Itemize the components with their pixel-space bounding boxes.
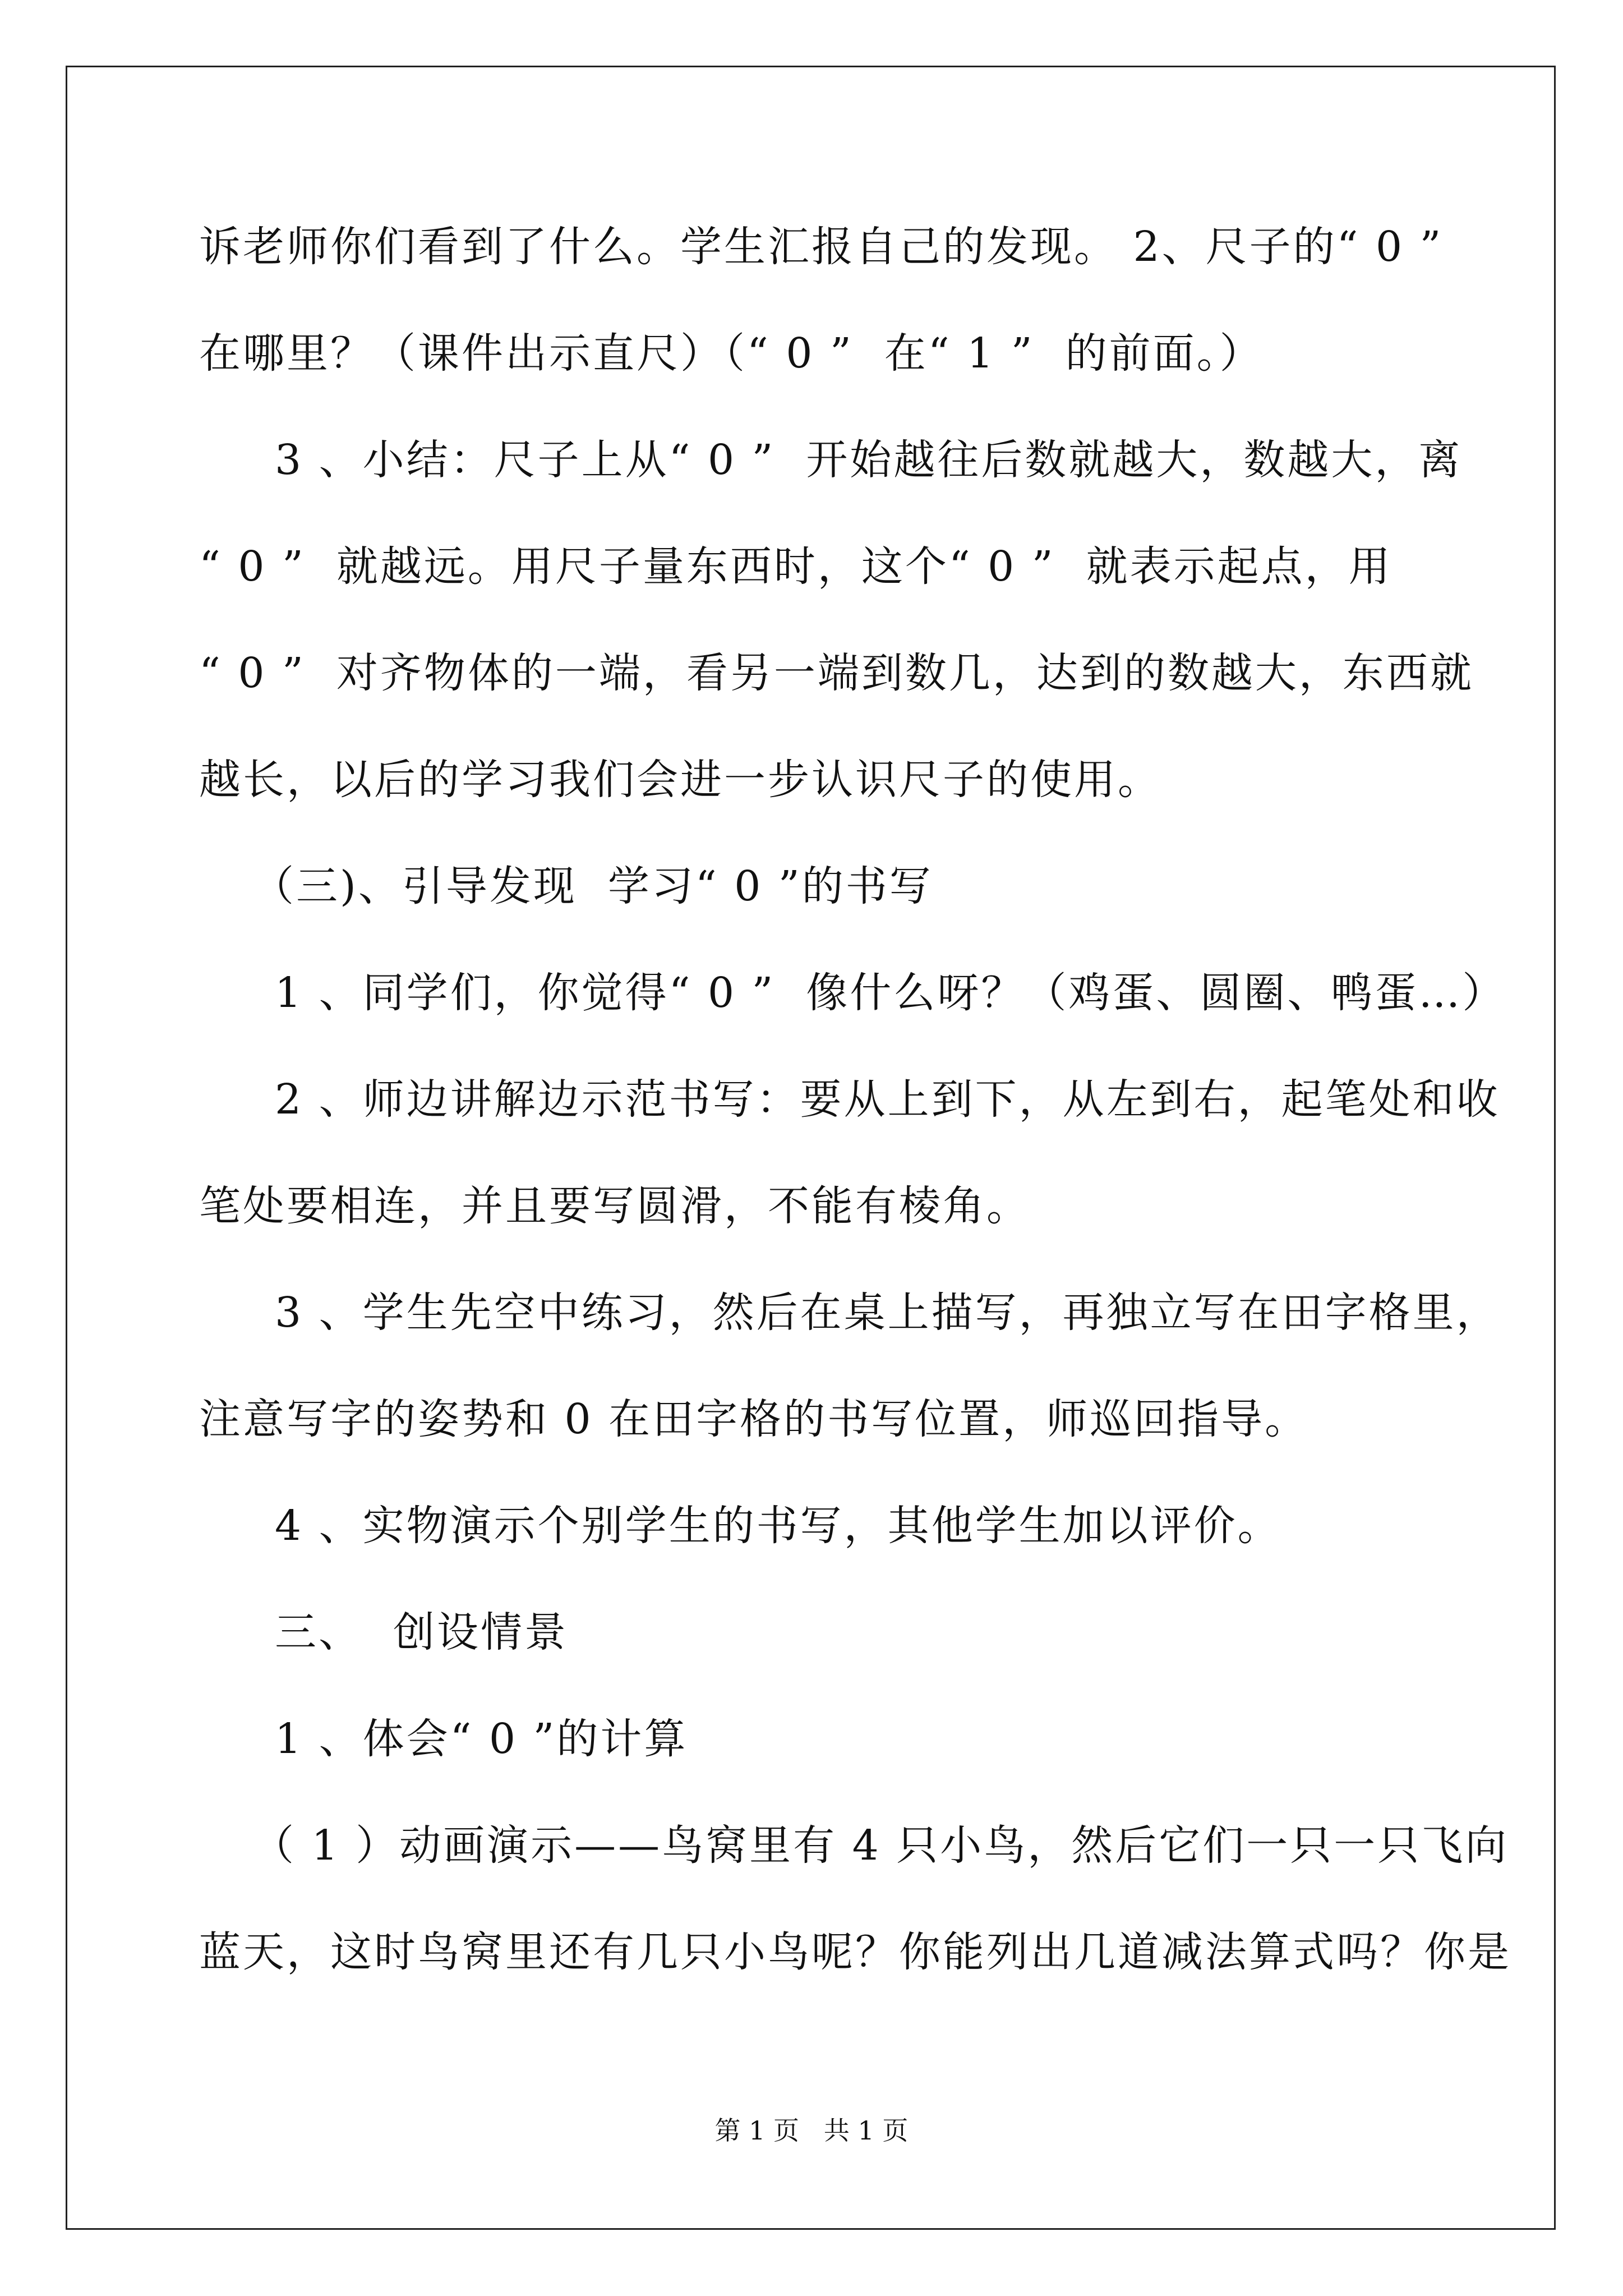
paragraph-line-4: “ 0 ” 就越远。用尺子量东西时，这个“ 0 ” 就表示起点，用 <box>199 542 1393 591</box>
page-footer: 第 1 页 共 1 页 <box>714 2115 909 2146</box>
paragraph-line-9: 2 、师边讲解边示范书写：要从上到下，从左到右，起笔处和收 <box>275 1075 1500 1124</box>
paragraph-line-16: （ 1 ）动画演示——鸟窝里有 4 只小鸟，然后它们一只一只飞向 <box>252 1821 1509 1870</box>
paragraph-line-17: 蓝天，这时鸟窝里还有几只小鸟呢？你能列出几道减法算式吗？你是 <box>199 1928 1511 1976</box>
paragraph-line-15: 1 、体会“ 0 ”的计算 <box>275 1715 688 1763</box>
paragraph-line-3: 3 、小结：尺子上从“ 0 ” 开始越往后数就越大，数越大，离 <box>275 436 1463 484</box>
section-heading-create-scene: 三、 创设情景 <box>275 1608 569 1657</box>
page-border <box>66 66 1556 2230</box>
paragraph-line-11: 3 、学生先空中练习，然后在桌上描写，再独立写在田字格里， <box>275 1289 1500 1337</box>
paragraph-line-12: 注意写字的姿势和 0 在田字格的书写位置，师巡回指导。 <box>199 1395 1309 1443</box>
section-heading-three: （三)、引导发现 学习“ 0 ”的书写 <box>252 862 933 910</box>
paragraph-line-2: 在哪里？（课件出示直尺）（“ 0 ” 在“ 1 ” 的前面。） <box>199 329 1264 378</box>
paragraph-line-13: 4 、实物演示个别学生的书写，其他学生加以评价。 <box>275 1502 1281 1550</box>
paragraph-line-6: 越长，以后的学习我们会进一步认识尺子的使用。 <box>199 756 1161 804</box>
paragraph-line-5: “ 0 ” 对齐物体的一端，看另一端到数几，达到的数越大，东西就 <box>199 649 1474 697</box>
paragraph-line-10: 笔处要相连，并且要写圆滑，不能有棱角。 <box>199 1182 1030 1230</box>
paragraph-line-1: 诉老师你们看到了什么。学生汇报自己的发现。 2、尺子的“ 0 ” <box>199 223 1444 271</box>
paragraph-line-8: 1 、同学们，你觉得“ 0 ” 像什么呀？（鸡蛋、圆圈、鸭蛋…） <box>275 969 1506 1017</box>
